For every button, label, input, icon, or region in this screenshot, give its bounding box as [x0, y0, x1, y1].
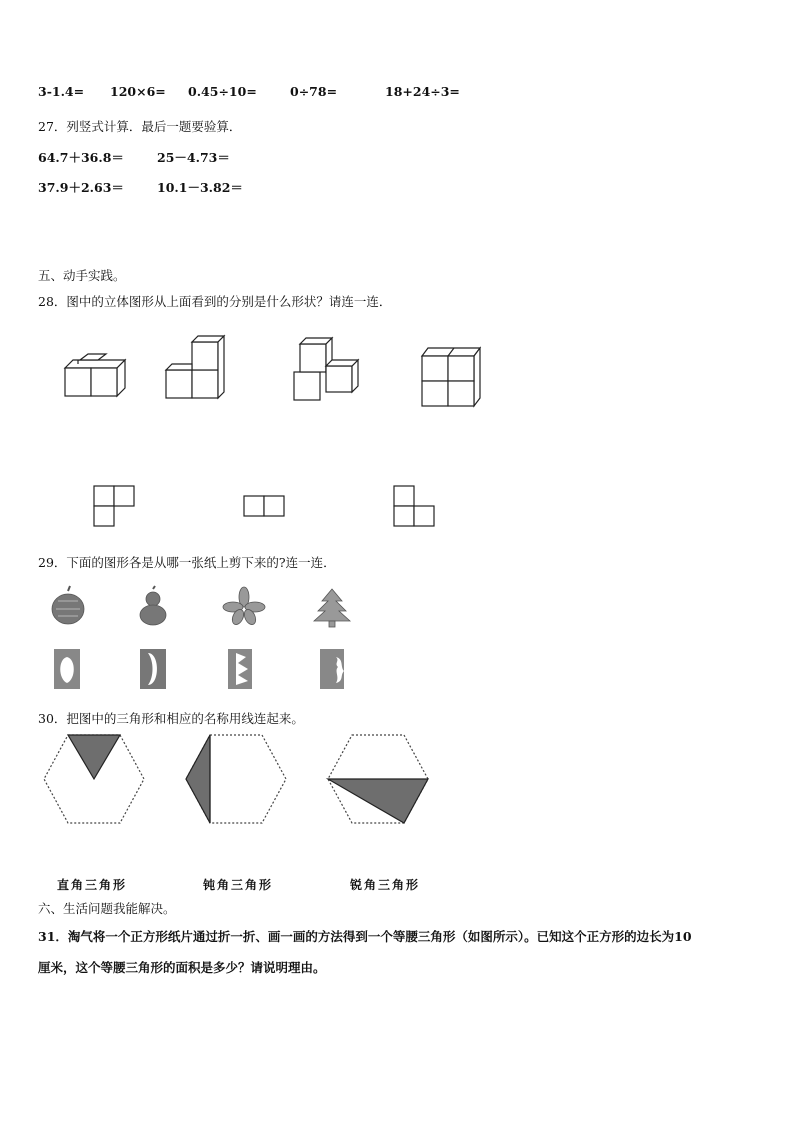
- paper-cuts: [54, 649, 344, 689]
- solid-3: [294, 338, 358, 400]
- top-view-2: [244, 496, 284, 516]
- q27-item-1: 64.7＋36.8＝: [38, 150, 124, 165]
- q29-title: 29．下面的图形各是从哪一张纸上剪下来的?连一连．: [38, 555, 336, 570]
- hexagon-2: [186, 735, 286, 823]
- paper-3-icon: [228, 649, 252, 689]
- solid-2: [166, 336, 224, 398]
- q28-solids: [60, 330, 500, 420]
- q30-hexagons: [40, 733, 440, 825]
- hexagon-1: [44, 735, 144, 823]
- q31-line1: 31．淘气将一个正方形纸片通过折一折、画一画的方法得到一个等腰三角形（如图所示）。已知这个正方形的边长为10: [38, 929, 692, 944]
- q27-title: 27．列竖式计算．最后一题要验算．: [38, 119, 242, 134]
- q27-item-3: 37.9＋2.63＝: [38, 180, 124, 195]
- q31-line2: 厘米，这个等腰三角形的面积是多少？请说明理由。: [38, 960, 326, 975]
- apple-icon: [52, 586, 84, 624]
- paper-4-icon: [320, 649, 344, 689]
- calc-item-5: 18+24÷3=: [385, 84, 460, 99]
- paper-1-icon: [54, 649, 80, 689]
- top-view-3: [394, 486, 434, 526]
- section6-title: 六、生活问题我能解决。: [38, 901, 176, 916]
- section5-title: 五、动手实践。: [38, 268, 126, 283]
- paper-2-icon: [140, 649, 166, 689]
- top-view-1: [94, 486, 134, 526]
- q29-figures: [44, 585, 364, 695]
- gourd-icon: [140, 586, 166, 625]
- q28-title: 28．图中的立体图形从上面看到的分别是什么形状？请连一连．: [38, 294, 392, 309]
- solid-1: [65, 354, 125, 396]
- q28-top-views: [90, 484, 450, 528]
- hexagon-3: [328, 735, 428, 823]
- solid-4: [422, 348, 480, 406]
- label-acute-triangle: 锐角三角形: [350, 878, 421, 892]
- label-right-triangle: 直角三角形: [57, 878, 128, 892]
- q30-title: 30．把图中的三角形和相应的名称用线连起来。: [38, 711, 304, 726]
- calc-item-3: 0.45÷10=: [188, 84, 257, 99]
- q27-item-4: 10.1－3.82＝: [157, 180, 243, 195]
- q27-item-2: 25－4.73＝: [157, 150, 230, 165]
- calc-item-4: 0÷78=: [290, 84, 338, 99]
- calc-item-1: 3-1.4=: [38, 84, 85, 99]
- tree-icon: [314, 589, 350, 627]
- label-obtuse-triangle: 钝角三角形: [203, 878, 274, 892]
- calc-item-2: 120×6=: [110, 84, 166, 99]
- flower-icon: [223, 587, 265, 626]
